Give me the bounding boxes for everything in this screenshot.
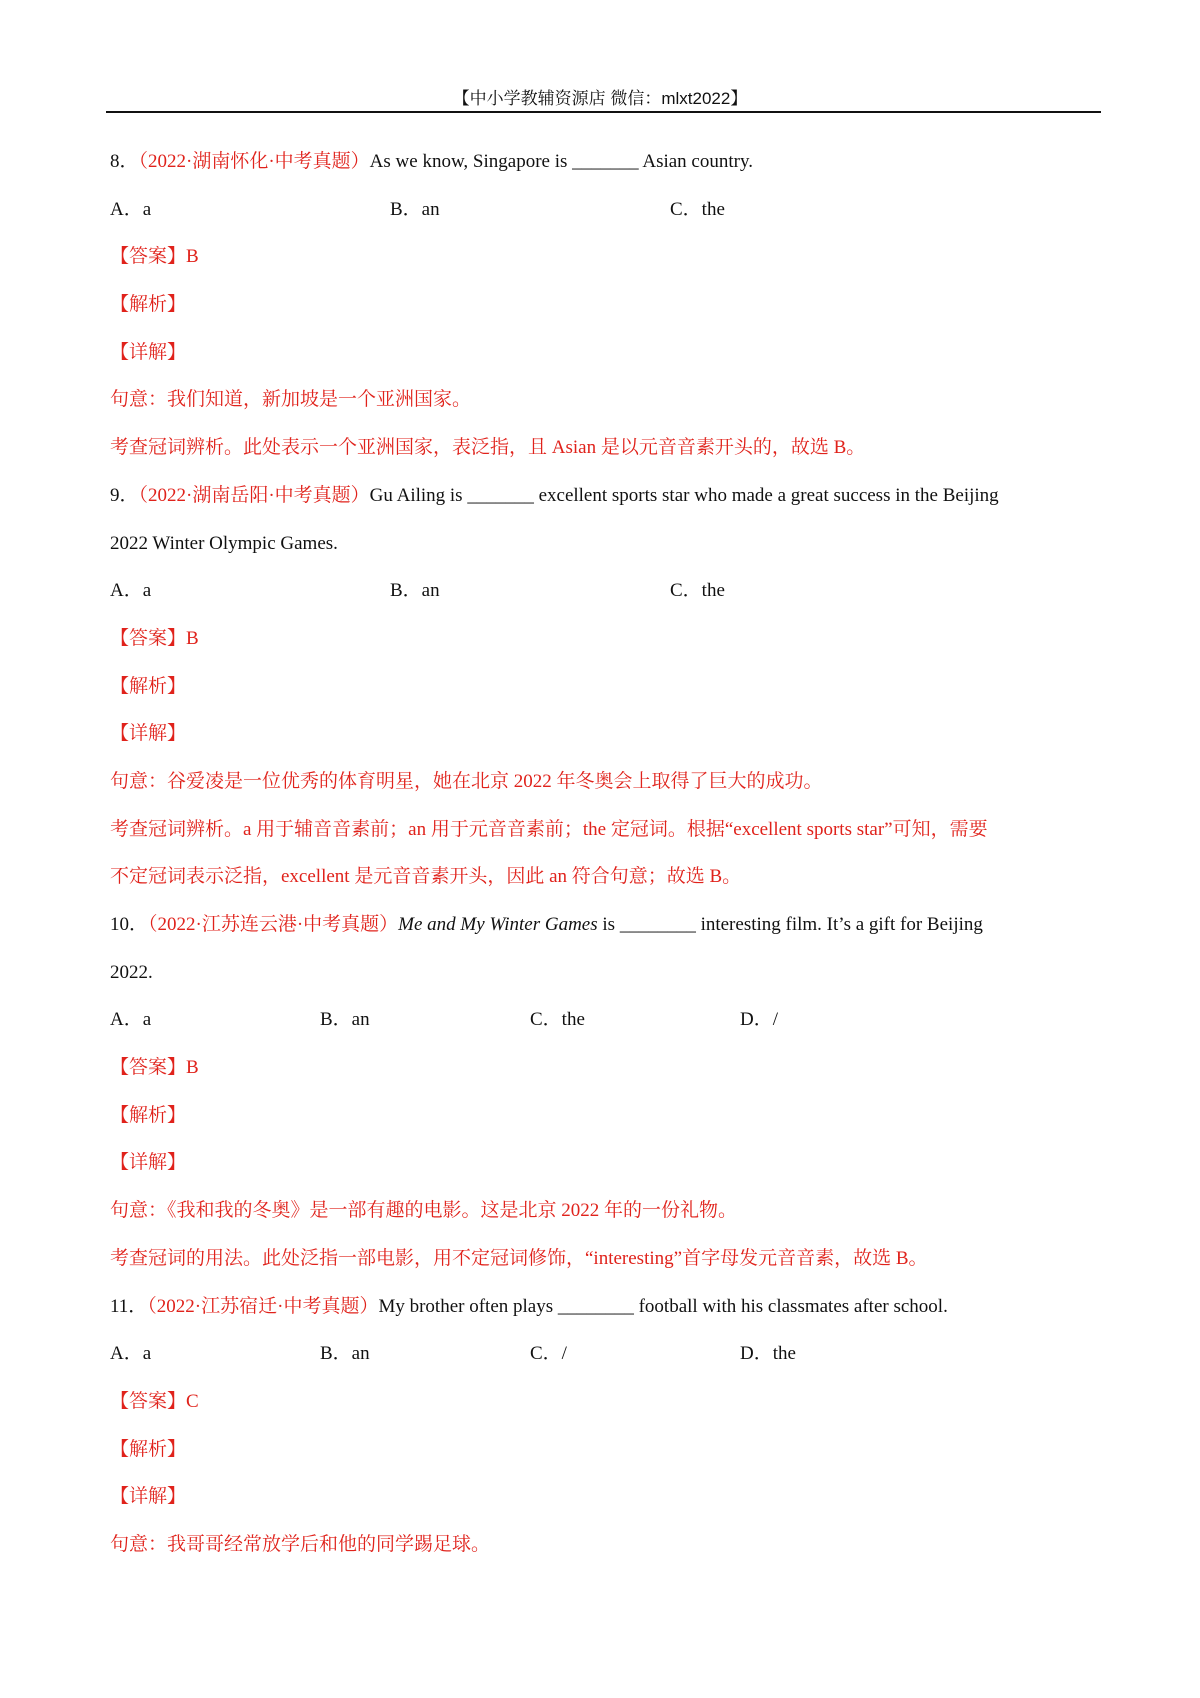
question-list (110, 147, 1100, 1578)
analysis-label: 【解析】 (110, 1104, 187, 1126)
explanation-line: 句意：谷爱凌是一位优秀的体育明星，她在北京 2022 年冬奥会上取得了巨大的成功。 (110, 770, 823, 792)
question-source: （2022·江苏宿迁·中考真题） (147, 1295, 379, 1317)
analysis-label: 【解析】 (110, 294, 187, 316)
option-a: A．a (110, 1343, 152, 1365)
explanation-line: 考查冠词辨析。a 用于辅音音素前；an 用于元音音素前；the 定冠词。根据“excellent sports star”可知，需要 (110, 818, 988, 840)
option-c: C．the (670, 580, 725, 602)
explanation-line: 句意：我们知道，新加坡是一个亚洲国家。 (110, 389, 472, 411)
question-stem (110, 481, 1100, 529)
question-source: （2022·湖南怀化·中考真题） (138, 151, 370, 172)
answer-label: 【答案】C (110, 1390, 199, 1412)
options-row (110, 1005, 1100, 1053)
explanation-line: 考查冠词的用法。此处泛指一部电影，用不定冠词修饰，“interesting”首字母发元音音素，故选 B。 (110, 1247, 928, 1269)
detail-label: 【详解】 (110, 1152, 187, 1174)
question-source: （2022·江苏连云港·中考真题） (148, 914, 399, 935)
analysis-label: 【解析】 (110, 675, 187, 697)
question-stem (110, 1292, 1100, 1340)
question-10 (110, 910, 1100, 1292)
question-number: 8． (110, 151, 139, 172)
question-stem-continued: 2022 Winter Olympic Games. (110, 532, 338, 554)
answer-label: 【答案】B (110, 1057, 199, 1079)
question-number: 9． (110, 484, 139, 506)
question-stem (110, 147, 1100, 195)
option-a: A．a (110, 198, 152, 220)
header-divider (106, 111, 1101, 113)
explanation-line: 句意：《我和我的冬奥》是一部有趣的电影。这是北京 2022 年的一份礼物。 (110, 1200, 738, 1222)
question-9 (110, 481, 1100, 910)
explanation-line: 考查冠词辨析。此处表示一个亚洲国家，表泛指，且 Asian 是以元音音素开头的，故选 B。 (110, 437, 866, 459)
option-b: B．an (320, 1343, 370, 1365)
page-header: 【中小学教辅资源店 微信：mlxt2022】 (452, 89, 748, 108)
option-d: D．/ (740, 1009, 779, 1031)
analysis-label: 【解析】 (110, 1438, 187, 1460)
detail-label: 【详解】 (110, 723, 187, 745)
film-title: Me and My Winter Games (398, 914, 598, 935)
option-b: B．an (390, 580, 440, 602)
options-row (110, 195, 1100, 243)
option-c: C．the (670, 198, 725, 220)
question-text: As we know, Singapore is _______ Asian country. (369, 151, 753, 172)
answer-label: 【答案】B (110, 246, 199, 268)
option-b: B．an (390, 198, 440, 220)
question-stem (110, 910, 1100, 958)
answer-label: 【答案】B (110, 627, 199, 649)
question-8 (110, 147, 1100, 481)
question-number: 10． (110, 914, 149, 935)
detail-label: 【详解】 (110, 1486, 187, 1508)
options-row (110, 576, 1100, 624)
explanation-line: 不定冠词表示泛指，excellent 是元音音素开头，因此 an 符合句意；故选 B。 (110, 866, 742, 888)
question-number: 11． (110, 1295, 148, 1317)
option-d: D．the (740, 1343, 796, 1365)
options-row (110, 1339, 1100, 1387)
question-text: Gu Ailing is _______ excellent sports star who made a great success in the Beijing (369, 484, 999, 506)
detail-label: 【详解】 (110, 341, 187, 363)
option-c: C．the (530, 1009, 585, 1031)
question-text: My brother often plays ________ football with his classmates after school. (378, 1295, 948, 1317)
option-c: C．/ (530, 1343, 567, 1365)
question-text: is ________ interesting film. It’s a gift for Beijing (597, 914, 983, 935)
explanation-line: 句意：我哥哥经常放学后和他的同学踢足球。 (110, 1533, 491, 1555)
option-a: A．a (110, 580, 152, 602)
option-b: B．an (320, 1009, 370, 1031)
question-source: （2022·湖南岳阳·中考真题） (138, 484, 370, 506)
question-11 (110, 1292, 1100, 1578)
question-stem-continued: 2022. (110, 961, 153, 983)
option-a: A．a (110, 1009, 152, 1031)
